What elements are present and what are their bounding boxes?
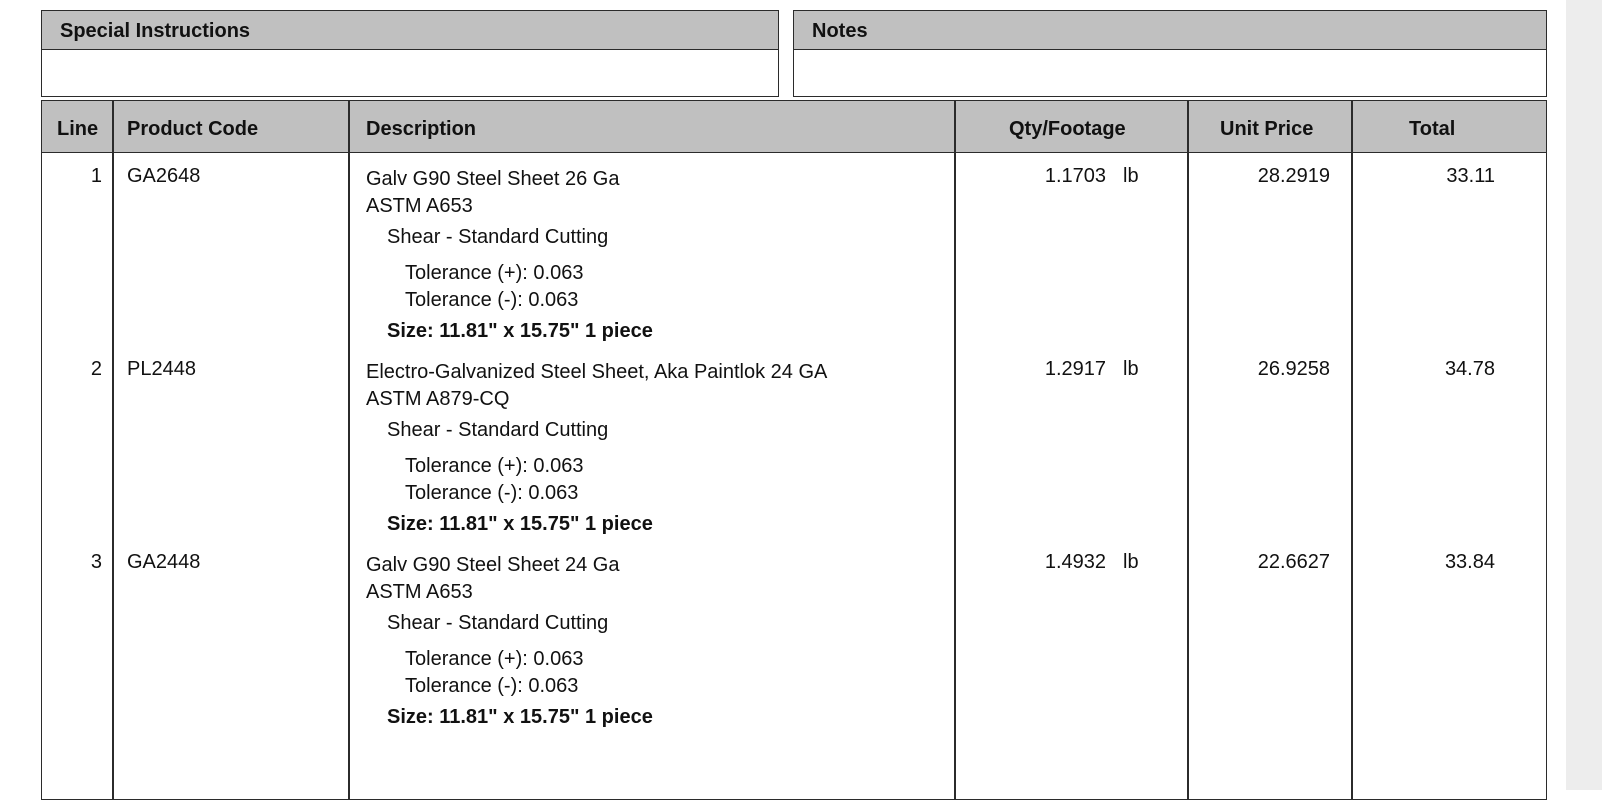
- qty-unit: lb: [1123, 165, 1139, 187]
- header-product-code: Product Code: [127, 118, 259, 140]
- description-spec: ASTM A653: [366, 581, 473, 603]
- process: Shear - Standard Cutting: [387, 612, 609, 634]
- header-qty-footage: Qty/Footage: [1009, 118, 1126, 140]
- tolerance-plus: Tolerance (+): 0.063: [405, 262, 584, 284]
- tolerance-minus: Tolerance (-): 0.063: [405, 289, 579, 311]
- process: Shear - Standard Cutting: [387, 419, 609, 441]
- table-row: [42, 358, 1548, 555]
- tolerance-plus: Tolerance (+): 0.063: [405, 648, 584, 670]
- unit-price: 22.6627: [1257, 551, 1330, 573]
- description-spec: ASTM A653: [366, 195, 473, 217]
- description-title: Electro-Galvanized Steel Sheet, Aka Paintlok 24 GA: [366, 361, 828, 383]
- qty: 1.1703: [1044, 165, 1106, 187]
- notes-box: [793, 10, 1547, 97]
- qty: 1.2917: [1044, 358, 1106, 380]
- qty: 1.4932: [1044, 551, 1106, 573]
- size: Size: 11.81" x 15.75" 1 piece: [387, 320, 653, 342]
- total: 33.84: [1444, 551, 1495, 573]
- product-code: GA2648: [127, 165, 201, 187]
- page-margin: [1566, 0, 1602, 790]
- header-total: Total: [1409, 118, 1456, 140]
- description-spec: ASTM A879-CQ: [366, 388, 510, 410]
- size: Size: 11.81" x 15.75" 1 piece: [387, 513, 653, 535]
- header-line: Line: [57, 118, 99, 140]
- line-items-table: [41, 100, 1547, 800]
- qty-unit: lb: [1123, 551, 1139, 573]
- process: Shear - Standard Cutting: [387, 226, 609, 248]
- qty-unit: lb: [1123, 358, 1139, 380]
- line-number: 1: [90, 165, 102, 187]
- tolerance-minus: Tolerance (-): 0.063: [405, 675, 579, 697]
- notes-title: Notes: [794, 11, 1546, 50]
- special-instructions-box: [41, 10, 779, 97]
- description-title: Galv G90 Steel Sheet 24 Ga: [366, 554, 620, 576]
- size: Size: 11.81" x 15.75" 1 piece: [387, 706, 653, 728]
- special-instructions-title: Special Instructions: [42, 11, 778, 50]
- line-number: 2: [90, 358, 102, 380]
- header-description: Description: [366, 118, 477, 140]
- tolerance-plus: Tolerance (+): 0.063: [405, 455, 584, 477]
- table-header: [42, 101, 1546, 153]
- line-number: 3: [90, 551, 102, 573]
- product-code: GA2448: [127, 551, 201, 573]
- total: 33.11: [1446, 165, 1495, 187]
- description-title: Galv G90 Steel Sheet 26 Ga: [366, 168, 620, 190]
- header-unit-price: Unit Price: [1220, 118, 1314, 140]
- table-row: [42, 165, 1548, 362]
- table-row: [42, 551, 1548, 748]
- total: 34.78: [1444, 358, 1495, 380]
- tolerance-minus: Tolerance (-): 0.063: [405, 482, 579, 504]
- unit-price: 26.9258: [1257, 358, 1330, 380]
- unit-price: 28.2919: [1257, 165, 1330, 187]
- product-code: PL2448: [127, 358, 196, 380]
